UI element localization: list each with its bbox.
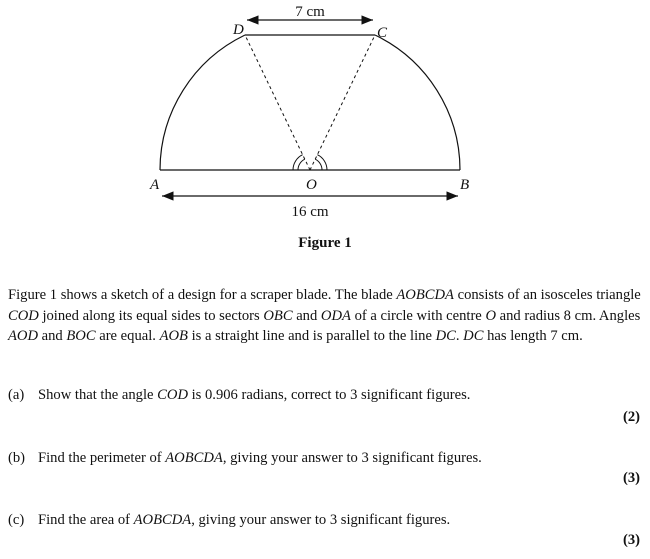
angle-mark-aod — [298, 159, 305, 170]
text-run: of a circle with centre — [350, 307, 486, 324]
italic-term: AOBCDA — [165, 450, 223, 466]
question-label: (b) — [8, 450, 26, 466]
text-run: and radius 8 cm. Angles — [495, 307, 641, 324]
question-b — [8, 450, 642, 467]
label-o: O — [306, 177, 317, 193]
text-run: joined along its equal sides to sectors — [38, 307, 264, 324]
arc-cb — [375, 35, 460, 170]
text-run: , giving your answer to 3 significant figures. — [191, 512, 451, 528]
italic-term: AOD — [8, 328, 38, 344]
figure-caption: Figure 1 — [298, 235, 352, 251]
marks-a: (2) — [622, 409, 640, 425]
italic-term: AOB — [159, 328, 188, 344]
text-run: Find the perimeter of — [38, 450, 166, 466]
question-a — [8, 387, 642, 404]
question-label: (a) — [8, 387, 25, 403]
text-run: is a straight line and is parallel to the line — [187, 328, 436, 344]
marks-b: (3) — [622, 470, 640, 486]
top-length-label: 7 cm — [295, 4, 325, 20]
italic-term: AOBCDA — [133, 512, 192, 528]
text-run: Show that the angle — [38, 387, 158, 403]
text-run: consists of an isosceles triangle — [453, 287, 641, 303]
dashed-oc — [310, 35, 375, 170]
text-run: and — [292, 307, 321, 324]
label-d: D — [233, 22, 244, 38]
arc-ad — [160, 35, 245, 170]
italic-term: BOC — [66, 328, 96, 344]
italic-term: DC — [463, 328, 484, 344]
italic-term: COD — [157, 387, 188, 403]
text-run: . — [455, 328, 464, 344]
italic-term: ODA — [320, 307, 351, 324]
text-run: has length 7 cm. — [483, 328, 583, 344]
text-run: Figure 1 shows a sketch of a design for a scraper blade. The blade — [8, 287, 397, 303]
scraper-blade-figure — [0, 0, 650, 265]
label-a: A — [150, 177, 160, 193]
italic-term: OBC — [263, 307, 293, 324]
text-run: Find the area of — [38, 512, 134, 528]
marks-c: (3) — [622, 532, 640, 548]
text-run: are equal. — [95, 328, 160, 344]
question-label: (c) — [8, 512, 25, 528]
dashed-od — [245, 35, 310, 170]
angle-mark-boc — [315, 159, 322, 170]
italic-term: O — [485, 307, 496, 324]
italic-term: AOBCDA — [396, 287, 454, 303]
italic-term: COD — [8, 307, 39, 324]
italic-term: DC — [435, 328, 456, 344]
label-c: C — [377, 25, 388, 41]
problem-description — [8, 285, 642, 347]
text-run: and — [38, 328, 67, 344]
text-run: , giving your answer to 3 significant figures. — [222, 450, 482, 466]
question-c — [8, 512, 642, 529]
text-run: is 0.906 radians, correct to 3 significant figures. — [187, 387, 471, 403]
base-length-label: 16 cm — [291, 204, 329, 220]
label-b: B — [460, 177, 470, 193]
